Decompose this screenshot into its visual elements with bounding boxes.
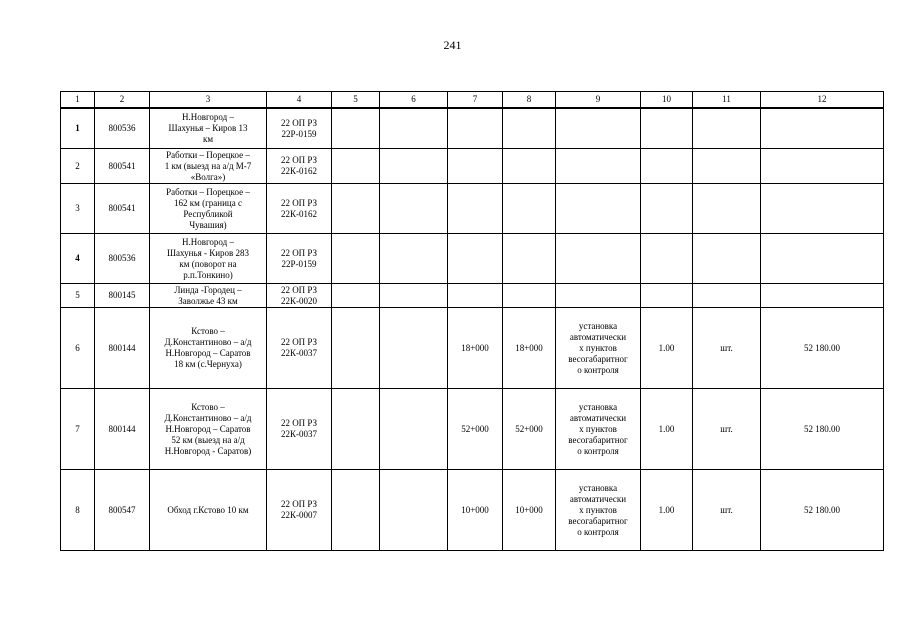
quantity: 1.00 [641, 389, 693, 470]
work-description-line: автоматически [569, 412, 627, 423]
cell-col5 [332, 470, 380, 551]
cell-col5 [332, 389, 380, 470]
road-name-line: Н.Новгород - Саратов) [164, 445, 252, 456]
km-start: 10+000 [448, 470, 503, 551]
table-row [61, 108, 884, 149]
work-description [556, 234, 641, 284]
road-name-line: «Волга») [190, 171, 226, 182]
quantity [641, 108, 693, 149]
unit: шт. [693, 308, 761, 389]
table-body [61, 92, 884, 551]
table-row [61, 389, 884, 470]
cost: 52 180.00 [761, 389, 884, 470]
road-name-line: р.п.Тонкино) [183, 269, 233, 280]
road-name-line: Д.Константиново – а/д [164, 337, 252, 347]
table-row [61, 184, 884, 234]
column-header: 7 [448, 92, 503, 109]
work-description-line: х пунктов [579, 423, 617, 434]
column-header: 2 [95, 92, 150, 109]
work-description-line: автоматически [569, 493, 627, 504]
column-header: 6 [380, 92, 448, 109]
unit: шт. [693, 389, 761, 470]
cost [761, 108, 884, 149]
work-description-line: автоматически [569, 331, 627, 342]
work-description-line: о контроля [577, 364, 619, 375]
road-id [267, 108, 332, 149]
road-name-line: Кстово – [191, 326, 225, 336]
road-name [150, 234, 267, 284]
road-id-line: 22 ОП РЗ [280, 284, 318, 295]
road-name [150, 470, 267, 551]
work-description-line: весогабаритног [568, 434, 628, 445]
cell-col5 [332, 284, 380, 308]
road-name-line: км [202, 134, 214, 144]
road-name [150, 308, 267, 389]
road-id-line: 22К-0162 [281, 166, 317, 176]
unit [693, 149, 761, 184]
road-name [150, 389, 267, 470]
road-code: 800547 [95, 470, 150, 551]
road-id-line: 22 ОП РЗ [280, 197, 318, 208]
road-id-line: 22 ОП РЗ [280, 337, 318, 347]
road-code: 800144 [95, 308, 150, 389]
km-start: 52+000 [448, 389, 503, 470]
column-header: 12 [761, 92, 884, 109]
road-table [60, 91, 884, 551]
road-id-line: 22 ОП РЗ [280, 155, 318, 165]
road-code: 800541 [95, 184, 150, 234]
road-id [267, 308, 332, 389]
road-name-line: км (поворот на [179, 258, 237, 269]
work-description-line: о контроля [577, 445, 619, 456]
cost [761, 184, 884, 234]
km-end [503, 149, 556, 184]
column-header: 10 [641, 92, 693, 109]
road-id-line: 22 ОП РЗ [280, 499, 318, 509]
road-name-line: Шахунья - Киров 283 [166, 247, 250, 258]
cell-col5 [332, 308, 380, 389]
road-id [267, 284, 332, 308]
road-code: 800536 [95, 108, 150, 149]
road-name-line: Д.Константиново – а/д [164, 412, 252, 423]
km-start: 18+000 [448, 308, 503, 389]
page-number: 241 [443, 38, 462, 52]
km-end: 10+000 [503, 470, 556, 551]
quantity [641, 234, 693, 284]
cost [761, 234, 884, 284]
road-code: 800144 [95, 389, 150, 470]
road-id-line: 22К-0037 [281, 348, 317, 358]
cost [761, 149, 884, 184]
road-name-line: Шахунья – Киров 13 [168, 123, 248, 133]
road-name-line: Линда -Городец – [174, 284, 242, 295]
road-id-line: 22Р-0159 [281, 258, 317, 269]
road-id-line: 22К-0007 [281, 510, 317, 520]
table-row [61, 149, 884, 184]
km-start [448, 284, 503, 308]
road-name-line: Республикой [183, 208, 233, 219]
road-name-line: Н.Новгород – [181, 236, 235, 247]
road-name-line: Работки – Порецкое – [166, 186, 250, 197]
column-header: 3 [150, 92, 267, 109]
row-number: 4 [61, 234, 95, 284]
road-name-line: Н.Новгород – Саратов [165, 348, 251, 358]
road-name-line: 52 км (выезд на а/д [171, 434, 245, 445]
unit [693, 184, 761, 234]
cost: 52 180.00 [761, 470, 884, 551]
road-id-line: 22К-0020 [281, 295, 317, 306]
unit: шт. [693, 470, 761, 551]
cell-col6 [380, 308, 448, 389]
km-start [448, 184, 503, 234]
work-description-line: установка [578, 401, 618, 412]
km-end [503, 108, 556, 149]
road-id [267, 470, 332, 551]
cell-col6 [380, 184, 448, 234]
road-name-line: Чувашия) [189, 219, 227, 230]
table-row [61, 234, 884, 284]
work-description-line: х пунктов [579, 504, 617, 515]
unit [693, 284, 761, 308]
road-code: 800536 [95, 234, 150, 284]
row-number: 1 [61, 108, 95, 149]
quantity [641, 149, 693, 184]
row-number: 3 [61, 184, 95, 234]
unit [693, 108, 761, 149]
column-header: 8 [503, 92, 556, 109]
table-row [61, 284, 884, 308]
quantity [641, 184, 693, 234]
cell-col6 [380, 234, 448, 284]
quantity [641, 284, 693, 308]
cell-col6 [380, 470, 448, 551]
work-description [556, 308, 641, 389]
road-name-line: 162 км (граница с [174, 197, 242, 208]
work-description-line: х пунктов [579, 342, 617, 353]
road-id-line: 22 ОП РЗ [280, 247, 318, 258]
cell-col6 [380, 284, 448, 308]
work-description [556, 184, 641, 234]
work-description [556, 389, 641, 470]
road-code: 800541 [95, 149, 150, 184]
table-header-row [61, 92, 884, 109]
column-header: 5 [332, 92, 380, 109]
work-description-line: установка [578, 482, 618, 493]
cell-col5 [332, 108, 380, 149]
column-header: 1 [61, 92, 95, 109]
cost: 52 180.00 [761, 308, 884, 389]
road-name-line: 18 км (с.Чернуха) [174, 359, 242, 369]
table-row [61, 308, 884, 389]
road-name [150, 284, 267, 308]
cell-col6 [380, 389, 448, 470]
table-row [61, 470, 884, 551]
work-description-line: весогабаритног [568, 515, 628, 526]
road-name [150, 108, 267, 149]
row-number: 6 [61, 308, 95, 389]
road-name-line: Н.Новгород – Саратов [165, 423, 251, 434]
road-id-line: 22 ОП РЗ [280, 418, 318, 428]
road-id-line: 22Р-0159 [281, 128, 317, 139]
work-description-line: о контроля [577, 526, 619, 537]
column-header: 4 [267, 92, 332, 109]
km-end: 18+000 [503, 308, 556, 389]
road-id-line: 22К-0162 [281, 208, 317, 219]
road-id [267, 149, 332, 184]
work-description [556, 108, 641, 149]
quantity: 1.00 [641, 470, 693, 551]
road-id [267, 184, 332, 234]
km-end [503, 284, 556, 308]
row-number: 8 [61, 470, 95, 551]
km-start [448, 108, 503, 149]
road-name-line: Н.Новгород – [181, 112, 235, 122]
cost [761, 284, 884, 308]
work-description-line: весогабаритног [568, 353, 628, 364]
road-id-line: 22 ОП РЗ [280, 117, 318, 128]
work-description-line: установка [578, 320, 618, 331]
cell-col6 [380, 149, 448, 184]
km-start [448, 234, 503, 284]
quantity: 1.00 [641, 308, 693, 389]
km-end: 52+000 [503, 389, 556, 470]
road-name-line: 1 км (выезд на а/д М-7 [164, 160, 252, 171]
cell-col6 [380, 108, 448, 149]
road-name-line: Заволжье 43 км [178, 295, 238, 306]
column-header: 9 [556, 92, 641, 109]
cell-col5 [332, 184, 380, 234]
unit [693, 234, 761, 284]
column-header: 11 [693, 92, 761, 109]
road-name [150, 149, 267, 184]
work-description [556, 149, 641, 184]
road-id [267, 389, 332, 470]
work-description [556, 284, 641, 308]
cell-col5 [332, 149, 380, 184]
road-code: 800145 [95, 284, 150, 308]
road-id [267, 234, 332, 284]
km-end [503, 184, 556, 234]
cell-col5 [332, 234, 380, 284]
road-name [150, 184, 267, 234]
km-start [448, 149, 503, 184]
road-name-line: Обход г.Кстово 10 км [167, 504, 249, 515]
row-number: 2 [61, 149, 95, 184]
km-end [503, 234, 556, 284]
road-name-line: Кстово – [191, 401, 225, 412]
row-number: 5 [61, 284, 95, 308]
road-id-line: 22К-0037 [281, 429, 317, 439]
row-number: 7 [61, 389, 95, 470]
work-description [556, 470, 641, 551]
road-name-line: Работки – Порецкое – [166, 149, 250, 160]
